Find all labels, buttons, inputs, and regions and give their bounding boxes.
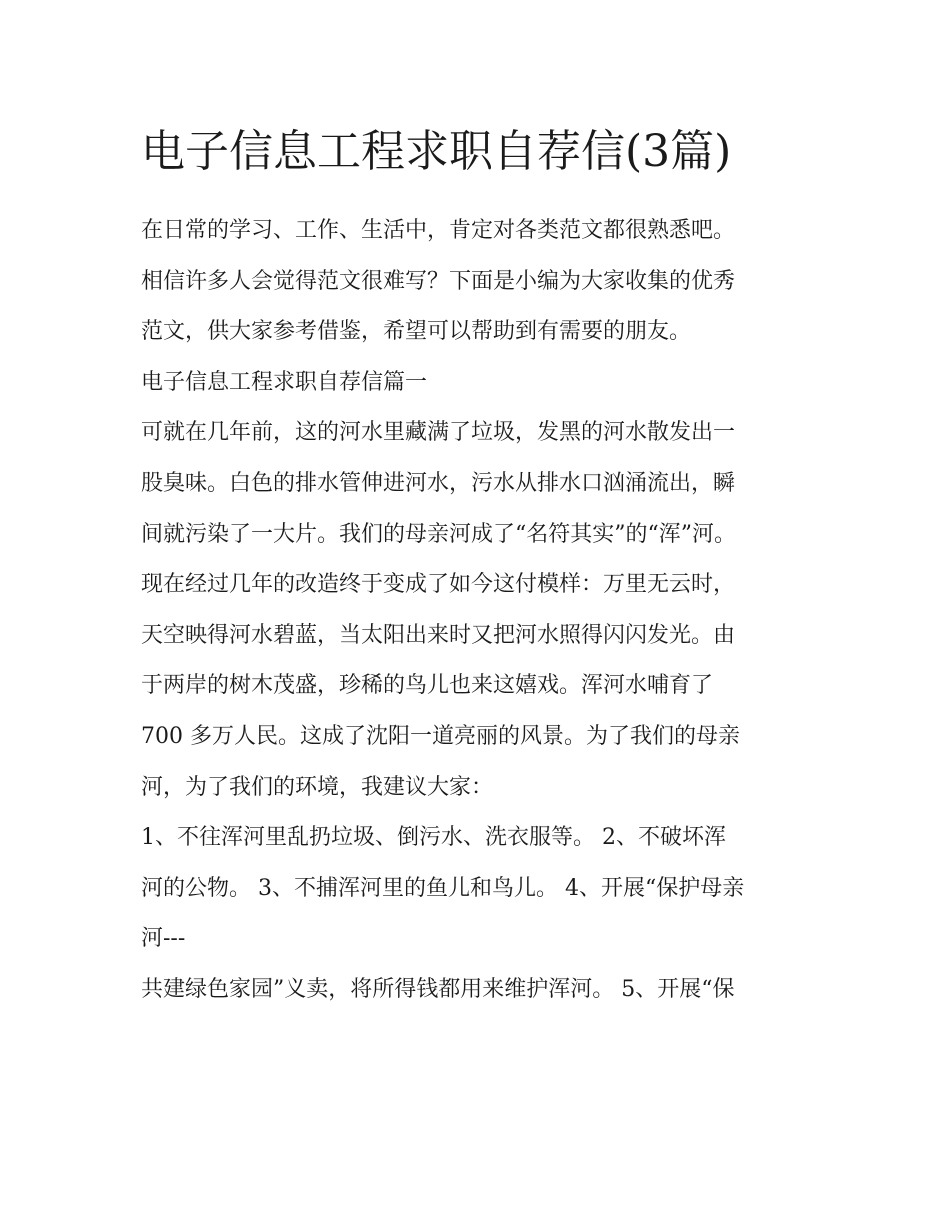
body-line: 现在经过几年的改造终于变成了如今这付模样：万里无云时，	[141, 572, 736, 598]
body-line: 可就在几年前，这的河水里藏满了垃圾，发黑的河水散发出一	[141, 420, 736, 446]
body-line: 共建绿色家园”义卖，将所得钱都用来维护浑河。 5、开展“保	[141, 976, 735, 1002]
body-line: 在日常的学习、工作、生活中，肯定对各类范文都很熟悉吧。	[141, 218, 736, 243]
body-line: 于两岸的树木茂盛，珍稀的鸟儿也来这嬉戏。浑河水哺育了	[141, 673, 714, 699]
body-line: 股臭味。白色的排水管伸进河水，污水从排水口汹涌流出，瞬	[141, 470, 736, 496]
body-line: 1、不往浑河里乱扔垃圾、倒污水、洗衣服等。 2、不破坏浑	[141, 825, 726, 851]
body-line: 天空映得河水碧蓝，当太阳出来时又把河水照得闪闪发光。由	[141, 622, 736, 648]
body-line: 河，为了我们的环境，我建议大家：	[141, 774, 494, 800]
document-title: 电子信息工程求职自荐信(3篇)	[141, 126, 732, 177]
body-line: 河的公物。 3、不捕浑河里的鱼儿和鸟儿。 4、开展“保护母亲	[141, 875, 745, 901]
document-page	[141, 112, 821, 1016]
body-line: 相信许多人会觉得范文很难写？下面是小编为大家收集的优秀	[141, 268, 736, 294]
body-line: 700 多万人民。这成了沈阳一道亮丽的风景。为了我们的母亲	[141, 723, 740, 749]
document-body	[141, 206, 821, 1016]
body-line: 河---	[141, 926, 186, 952]
section-heading: 电子信息工程求职自荐信篇一	[141, 369, 428, 395]
body-line: 间就污染了一大片。我们的母亲河成了“名符其实”的“浑”河。	[141, 521, 736, 547]
body-line: 范文，供大家参考借鉴，希望可以帮助到有需要的朋友。	[141, 319, 692, 345]
